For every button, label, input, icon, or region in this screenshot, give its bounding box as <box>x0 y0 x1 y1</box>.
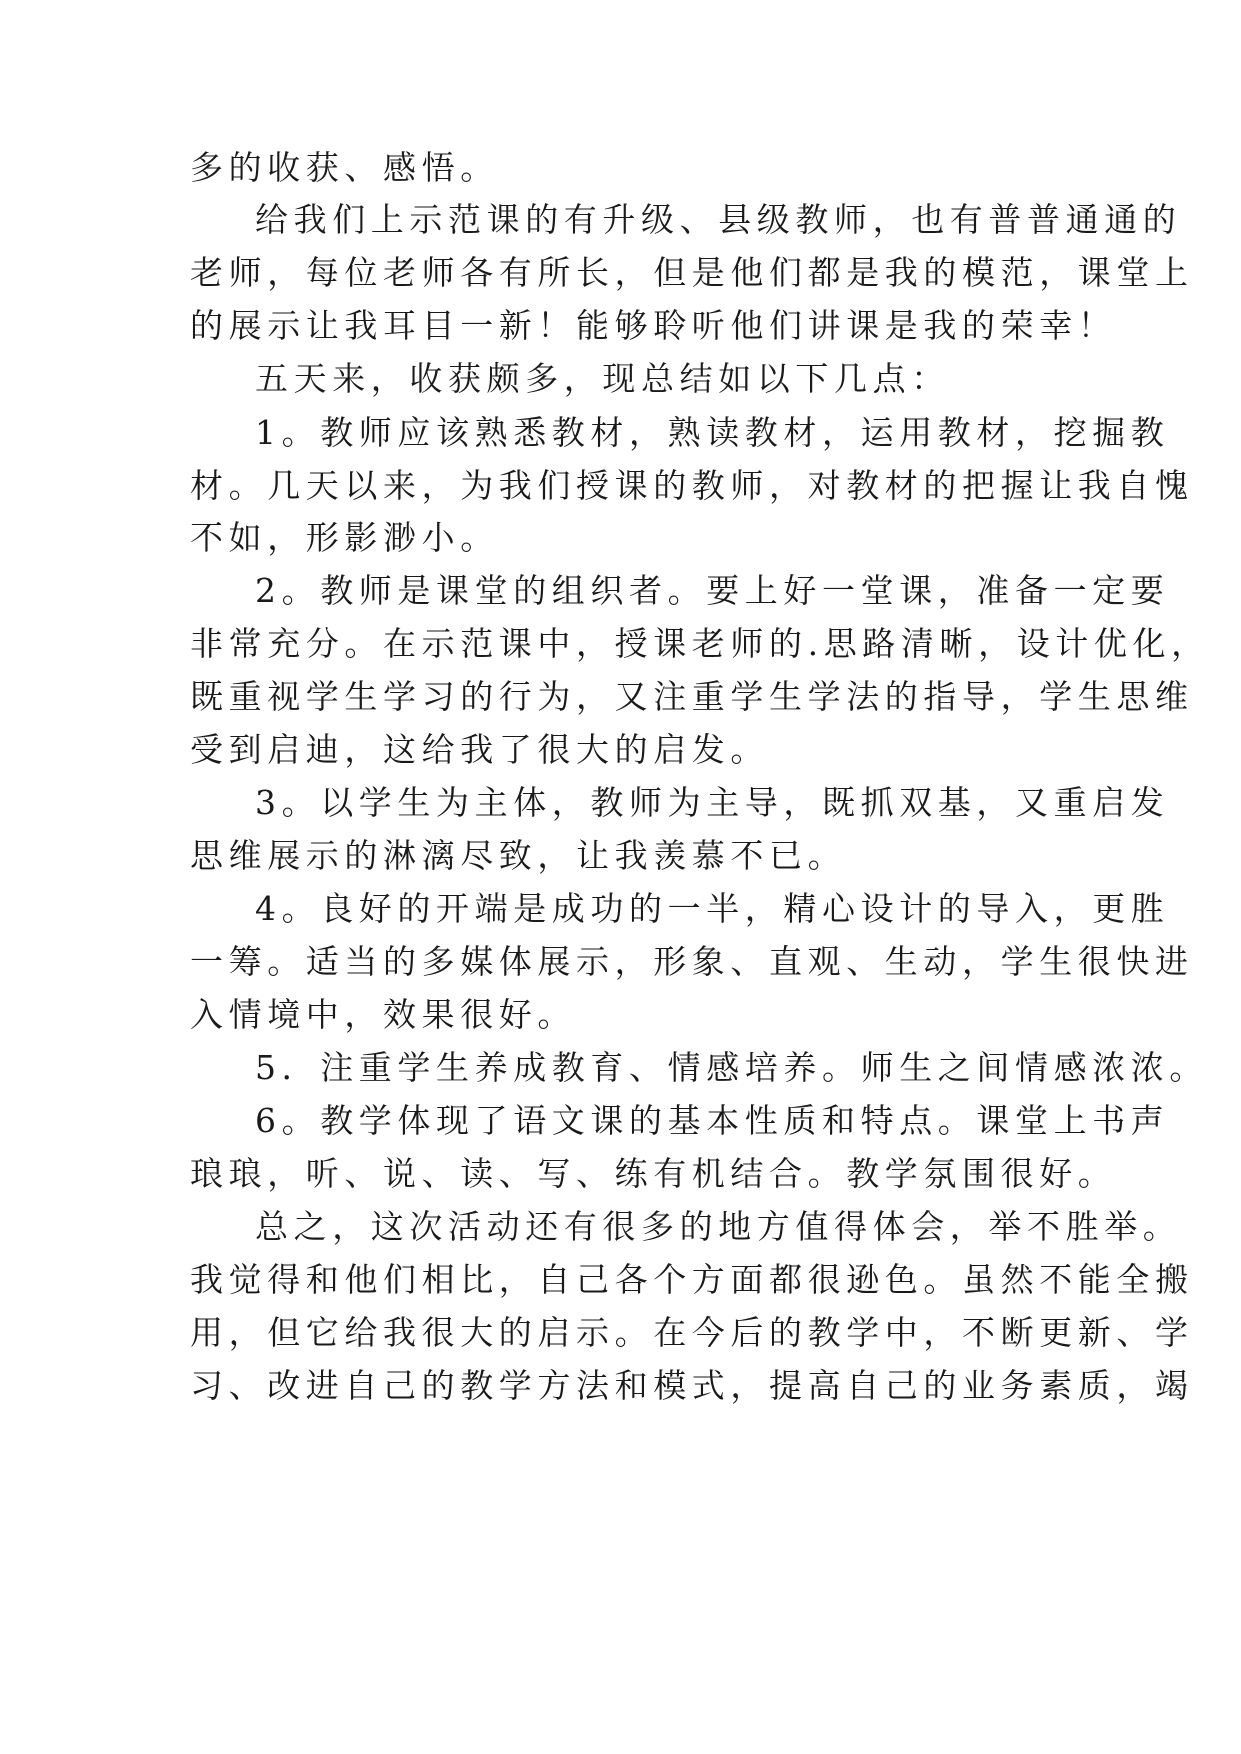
text-line: 我觉得和他们相比，自己各个方面都很逊色。虽然不能全搬 <box>190 1260 1194 1299</box>
text-line: 的展示让我耳目一新！能够聆听他们讲课是我的荣幸！ <box>190 306 1117 345</box>
text-line: 6。教学体现了语文课的基本性质和特点。课堂上书声 <box>255 1101 1170 1140</box>
text-line: 5．注重学生养成教育、情感培养。师生之间情感浓浓。 <box>255 1048 1208 1087</box>
text-line: 多的收获、感悟。 <box>190 148 499 187</box>
text-line: 2。教师是课堂的组织者。要上好一堂课，准备一定要 <box>255 571 1170 610</box>
text-line: 3。以学生为主体，教师为主导，既抓双基，又重启发 <box>255 783 1170 822</box>
text-line: 材。几天以来，为我们授课的教师，对教材的把握让我自愧 <box>190 466 1194 505</box>
text-line: 总之，这次活动还有很多的地方值得体会，举不胜举。 <box>255 1207 1182 1246</box>
text-line: 不如，形影渺小。 <box>190 518 499 557</box>
text-line: 用，但它给我很大的启示。在今后的教学中，不断更新、学 <box>190 1313 1194 1352</box>
text-line: 给我们上示范课的有升级、县级教师，也有普普通通的 <box>255 200 1182 239</box>
text-line: 既重视学生学习的行为，又注重学生学法的指导，学生思维 <box>190 677 1194 716</box>
text-line: 思维展示的淋漓尽致，让我羡慕不已。 <box>190 836 847 875</box>
text-line: 五天来，收获颇多，现总结如以下几点： <box>255 359 950 398</box>
text-line: 非常充分。在示范课中，授课老师的.思路清晰，设计优化， <box>190 624 1210 663</box>
text-line: 受到启迪，这给我了很大的启发。 <box>190 730 769 769</box>
text-line: 4。良好的开端是成功的一半，精心设计的导入，更胜 <box>255 889 1170 928</box>
text-line: 入情境中，效果很好。 <box>190 995 576 1034</box>
text-line: 一筹。适当的多媒体展示，形象、直观、生动，学生很快进 <box>190 942 1194 981</box>
text-line: 琅琅，听、说、读、写、练有机结合。教学氛围很好。 <box>190 1154 1117 1193</box>
text-line: 习、改进自己的教学方法和模式，提高自己的业务素质，竭 <box>190 1366 1194 1405</box>
text-line: 1。教师应该熟悉教材，熟读教材，运用教材，挖掘教 <box>255 413 1170 452</box>
text-line: 老师，每位老师各有所长，但是他们都是我的模范，课堂上 <box>190 253 1194 292</box>
